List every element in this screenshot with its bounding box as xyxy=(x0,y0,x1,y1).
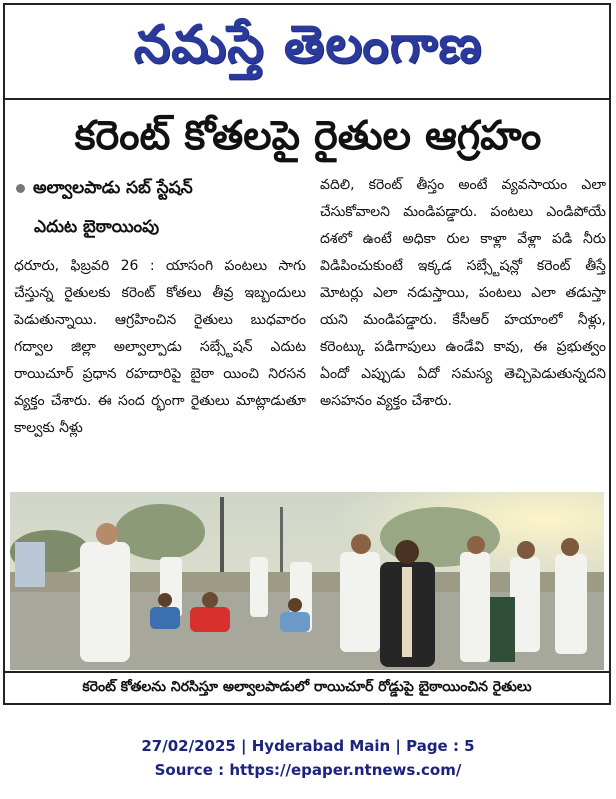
bullet-icon xyxy=(16,184,25,193)
newspaper-masthead xyxy=(0,4,616,86)
article-body-right-column xyxy=(320,172,606,482)
footer-date-edition: 27/02/2025 | Hyderabad Main | Page : 5 xyxy=(141,737,475,755)
body-right-text: వదిలి, కరెంట్ తీస్తం అంటే వ్యవసాయం ఎలా చేసుకోవాలని మండిపడ్డారు. పంటలు ఎండిపోయే దశలో ఉంటే అధికా రుల కాళ్లా వేళ్లా పడి నీరు విడిపించుకుంటే ఇక్కడ సబ్స్టేషన్లో కరెంట్ తీస్తే మోటర్లు ఎలా నడుస్తాయి, పంటలు ఎలా తడుస్తా యని మండిపడ్డారు. కేసీఆర్ హయాంలో నీళ్లు, కరెంట్కు పడిగాపులు ఉండేవి కావు, ఈ ప్రభుత్వం ఏందో ఎప్పుడు ఏదో సమస్య తెచ్చిపెడుతున్నదని అసహనం వ్యక్తం చేశారు. xyxy=(320,177,606,409)
article-subhead-2: ఎదుట బైఠాయింపు xyxy=(34,217,160,237)
masthead-title: నమస్తే తెలంగాణ xyxy=(133,15,483,75)
article-subhead-1 xyxy=(16,175,306,201)
article-photo xyxy=(10,492,604,670)
masthead-divider xyxy=(3,98,611,100)
article-body-left-column xyxy=(14,253,306,483)
caption-divider xyxy=(3,671,611,673)
subhead-1-text: అల్వాలపాడు సబ్ స్టేషన్ xyxy=(33,178,193,198)
article-headline: కరెంట్ కోతలపై రైతుల ఆగ్రహం xyxy=(74,113,542,159)
photo-caption: కరెంట్ కోతలను నిరసిస్తూ అల్వాలపాడులో రాయిచూర్ రోడ్డుపై బైఠాయించిన రైతులు xyxy=(82,679,532,695)
footer-source: Source : https://epaper.ntnews.com/ xyxy=(154,761,462,779)
body-left-text: ధరూరు, ఫిబ్రవరి 26 : యాసంగి పంటలు సాగు చేస్తున్న రైతులకు కరెంట్ కోతలు తీవ్ర ఇబ్బందులు పెడుతున్నాయి. ఆగ్రహించిన రైతులు బుధవారం గద్వాల జిల్లా అల్వాల్పాడు సబ్స్టేషన్ ఎదుట రాయిచూర్ ప్రధాన రహదారిపై బైఠా యించి నిరసన వ్యక్తం చేశారు. ఈ సంద ర్భంగా రైతులు మాట్లాడుతూ కాల్వకు నీళ్లు xyxy=(14,258,306,436)
page-footer xyxy=(0,734,616,782)
photo-farmers-protest xyxy=(10,492,604,670)
